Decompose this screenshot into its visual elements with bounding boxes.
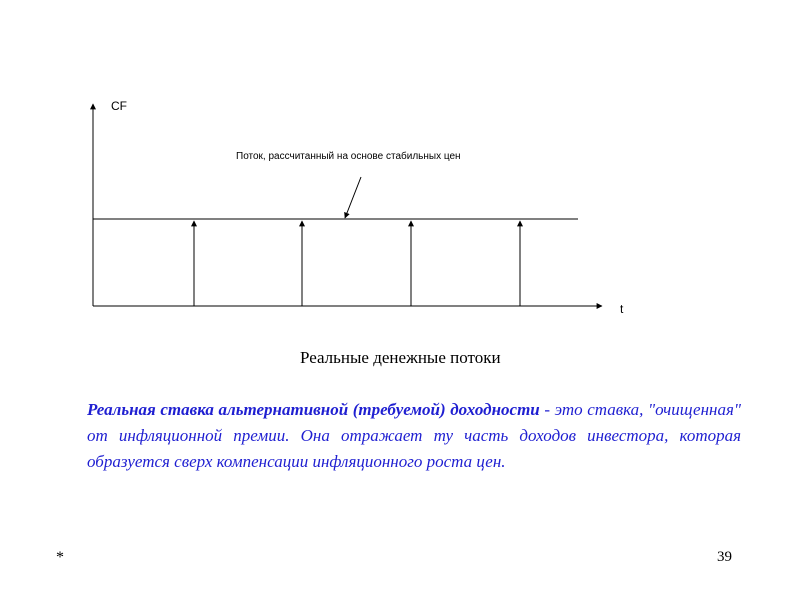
definition-paragraph xyxy=(87,397,741,475)
line-annotation: Поток, рассчитанный на основе стабильных цен xyxy=(236,151,461,162)
y-axis-label: CF xyxy=(111,99,127,113)
diagram-caption: Реальные денежные потоки xyxy=(300,348,501,367)
definition-body: - это ставка, "очищенная" от инфляционной премии. Она отражает ту часть доходов инвестора, которая образуется сверх компенсации инфляционного роста цен. xyxy=(87,400,741,471)
x-axis-label: t xyxy=(620,302,624,316)
annotation-pointer-arrow xyxy=(345,177,361,218)
page-number: 39 xyxy=(717,549,732,565)
definition-term: Реальная ставка альтернативной (требуемой) доходности xyxy=(87,400,540,419)
footer-marker: * xyxy=(56,549,64,566)
